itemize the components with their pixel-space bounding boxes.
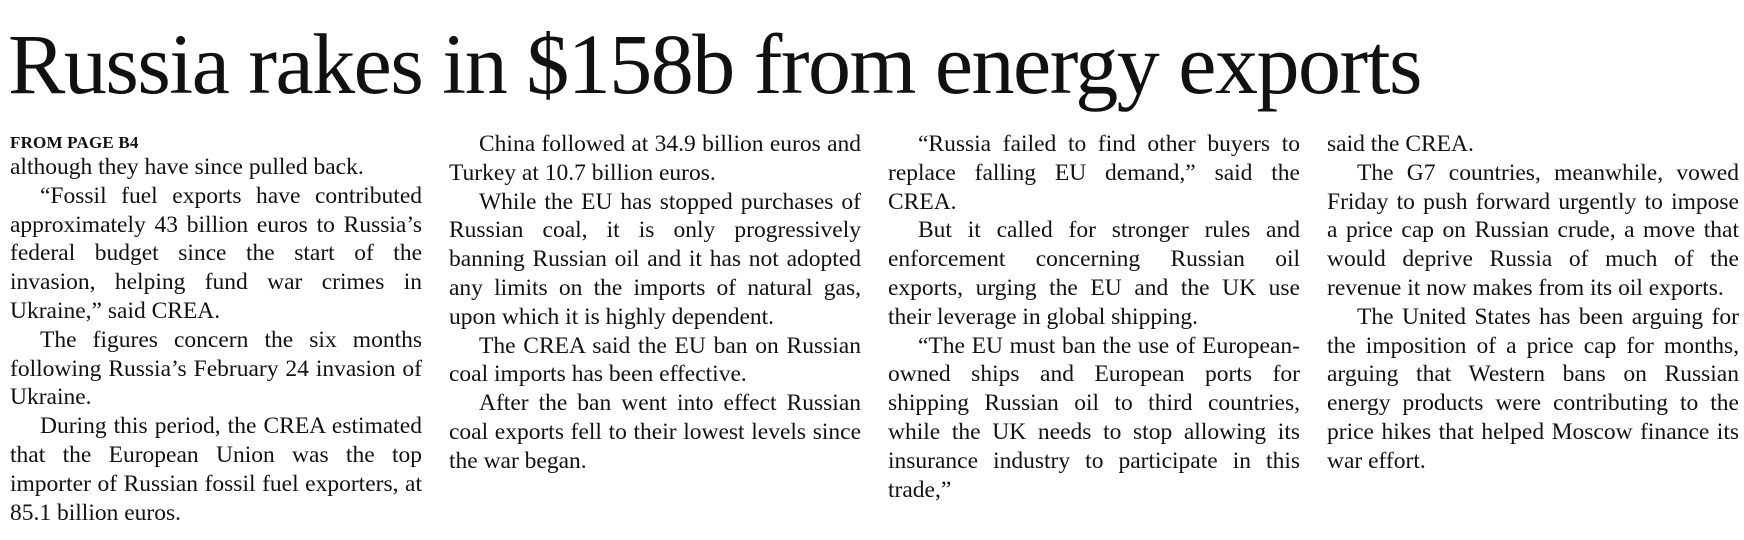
paragraph: The figures concern the six months following Russia’s February 24 invasion of Ukraine.: [10, 326, 422, 411]
article-column-4: [1327, 130, 1739, 476]
paragraph: “Russia failed to find other buyers to replace falling EU demand,” said the CREA.: [888, 131, 1300, 215]
paragraph: “Fossil fuel exports have contributed approximately 43 billion euros to Russia’s federal budget since the start of the invasion, helping fund war crimes in Ukraine,” said CREA.: [10, 182, 422, 324]
article-column-3: [888, 130, 1300, 504]
paragraph: “The EU must ban the use of European-owned ships and European ports for shipping Russian oil to third countries, while the UK needs to stop allowing its insurance industry to participate in this trade,”: [888, 332, 1300, 503]
paragraph: China followed at 34.9 billion euros and Turkey at 10.7 billion euros.: [449, 131, 861, 186]
paragraph: But it called for stronger rules and enforcement concerning Russian oil exports, urging the EU and the UK use their leverage in global shipping.: [888, 217, 1300, 330]
paragraph: The United States has been arguing for the imposition of a price cap for months, arguing that Western bans on Russian energy products were contributing to the price hikes that helped Moscow finance its war effort.: [1327, 303, 1739, 474]
paragraph: said the CREA.: [1327, 131, 1474, 157]
paragraph: While the EU has stopped purchases of Russian coal, it is only progressively banning Russian oil and it has not adopted any limits on the imports of natural gas, upon which it is highly dependent.: [449, 188, 861, 330]
paragraph: After the ban went into effect Russian coal exports fell to their lowest levels since the war began.: [449, 390, 861, 474]
kicker-from-page: FROM PAGE B4: [10, 133, 139, 152]
paragraph: During this period, the CREA estimated that the European Union was the top importer of Russian fossil fuel exporters, at 85.1 billion euros.: [10, 413, 422, 526]
article-column-2: [449, 130, 861, 476]
headline: Russia rakes in $158b from energy exports: [8, 16, 1421, 112]
paragraph: although they have since pulled back.: [10, 154, 364, 180]
article-column-1: [10, 130, 422, 527]
paragraph: The G7 countries, meanwhile, vowed Friday to push forward urgently to impose a price cap on Russian crude, a move that would deprive Russia of much of the revenue it now makes from its oil exports.: [1327, 159, 1739, 301]
paragraph: The CREA said the EU ban on Russian coal imports has been effective.: [449, 332, 861, 388]
